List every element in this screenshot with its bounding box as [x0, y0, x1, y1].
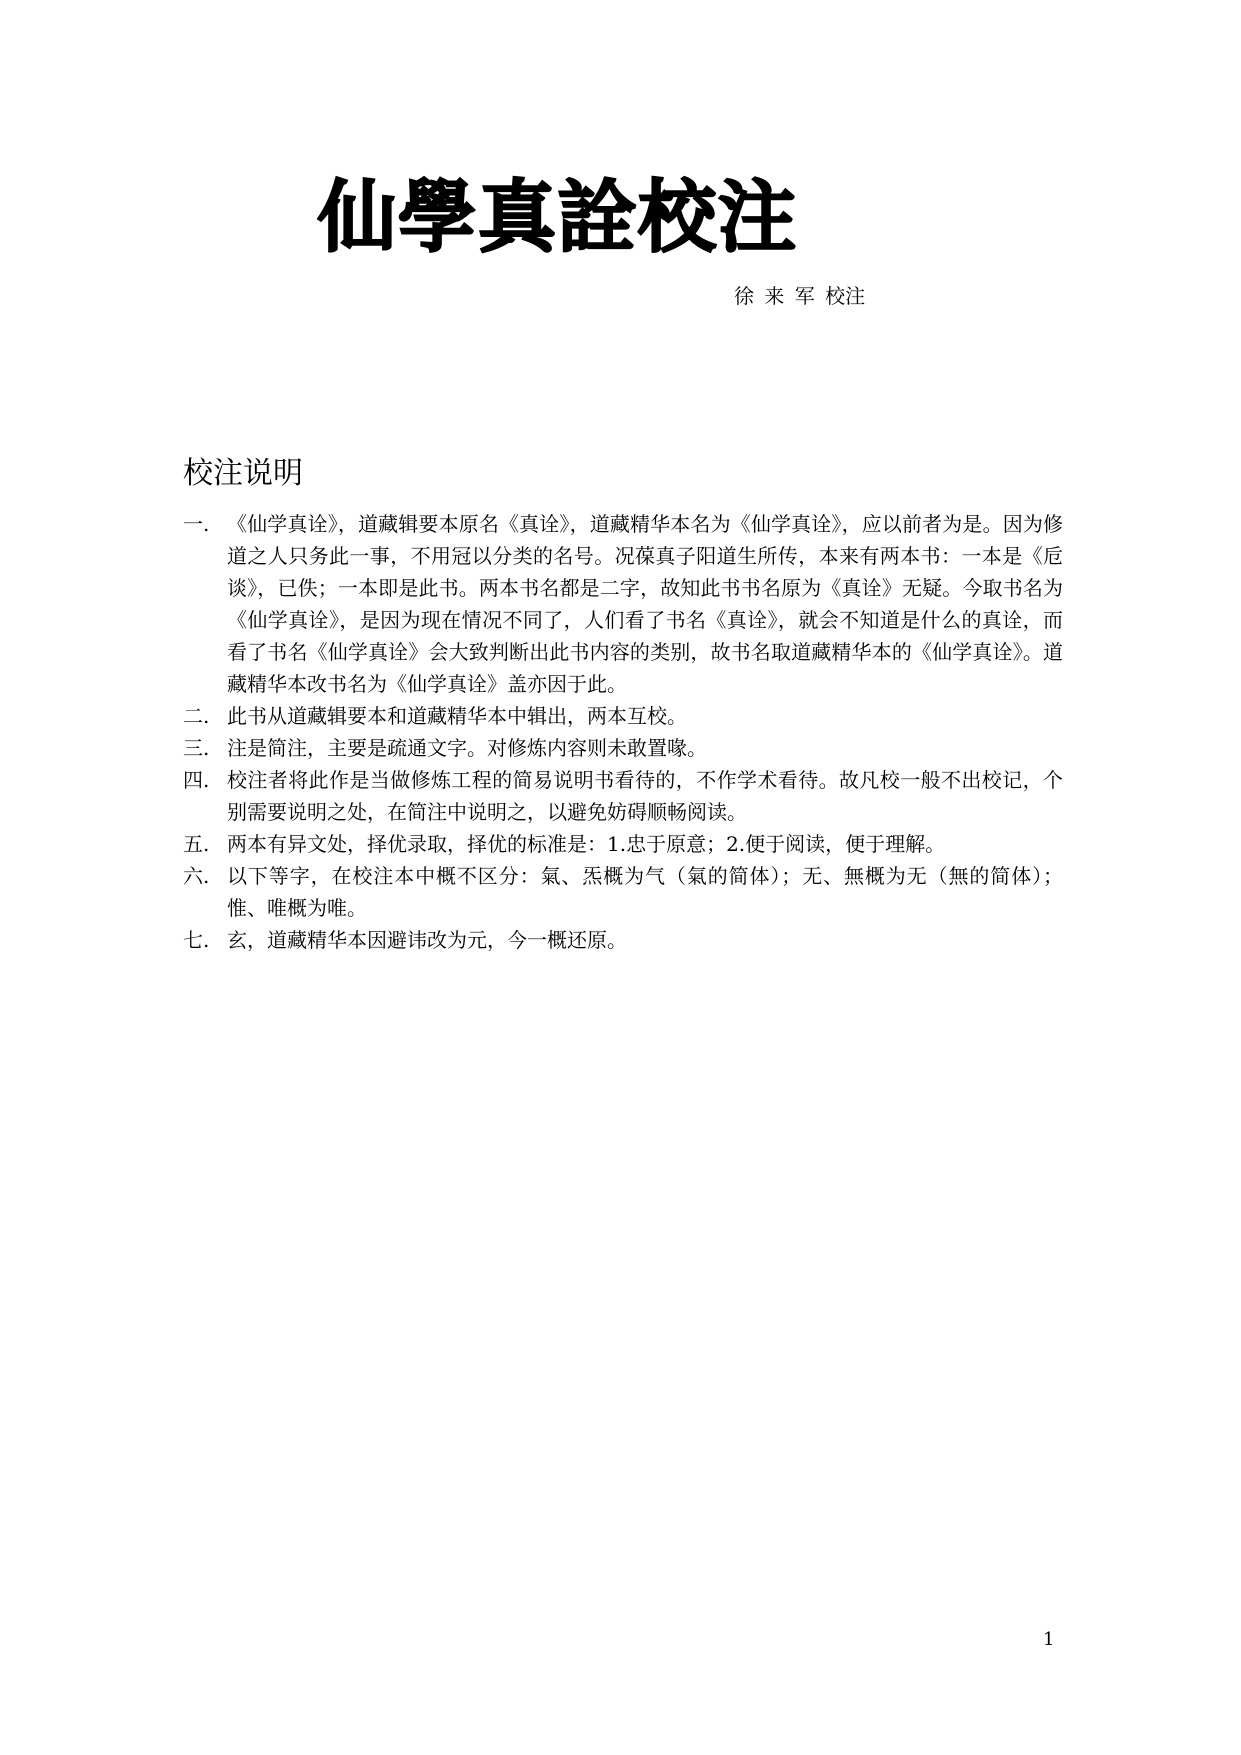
note-marker: 七.	[183, 928, 210, 952]
author-line: 徐 来 军 校注	[734, 284, 866, 308]
note-marker: 四.	[183, 768, 210, 792]
note-text: 《仙学真诠》，道藏辑要本原名《真诠》，道藏精华本名为《仙学真诠》，应以前者为是。因为修道之人只务此一事，不用冠以分类的名号。况葆真子阳道生所传，本来有两本书：一本是《卮谈》，已佚；一本即是此书。两本书名都是二字，故知此书书名原为《真诠》无疑。今取书名为《仙学真诠》，是因为现在情况不同了，人们看了书名《真诠》，就会不知道是什么的真诠，而看了书名《仙学真诠》会大致判断出此书内容的类别，故书名取道藏精华本的《仙学真诠》。道藏精华本改书名为《仙学真诠》盖亦因于此。	[227, 512, 1063, 696]
note-item	[183, 700, 1063, 732]
note-item	[183, 828, 1063, 860]
notes-list	[183, 508, 1063, 956]
note-text: 两本有异文处，择优录取，择优的标准是：1.忠于原意；2.便于阅读，便于理解。	[227, 832, 946, 856]
note-item	[183, 860, 1063, 924]
note-item	[183, 924, 1063, 956]
note-text: 校注者将此作是当做修炼工程的简易说明书看待的，不作学术看待。故凡校一般不出校记，个别需要说明之处，在简注中说明之，以避免妨碍顺畅阅读。	[227, 768, 1063, 824]
page-number: 1	[1043, 1629, 1055, 1650]
note-item	[183, 764, 1063, 828]
note-item	[183, 508, 1063, 700]
note-marker: 三.	[183, 736, 210, 760]
note-marker: 二.	[183, 704, 210, 728]
note-item	[183, 732, 1063, 764]
document-title: 仙學真詮校注	[318, 172, 799, 263]
note-text: 此书从道藏辑要本和道藏精华本中辑出，两本互校。	[227, 704, 687, 728]
note-marker: 五.	[183, 832, 210, 856]
note-text: 以下等字，在校注本中概不区分：氣、炁概为气（氣的简体）；无、無概为无（無的简体）；惟、唯概为唯。	[227, 864, 1063, 920]
note-marker: 一.	[183, 512, 210, 536]
note-text: 注是简注，主要是疏通文字。对修炼内容则未敢置喙。	[227, 736, 707, 760]
section-heading: 校注说明	[183, 456, 303, 491]
note-marker: 六.	[183, 864, 210, 888]
note-text: 玄，道藏精华本因避讳改为元，今一概还原。	[227, 928, 627, 952]
